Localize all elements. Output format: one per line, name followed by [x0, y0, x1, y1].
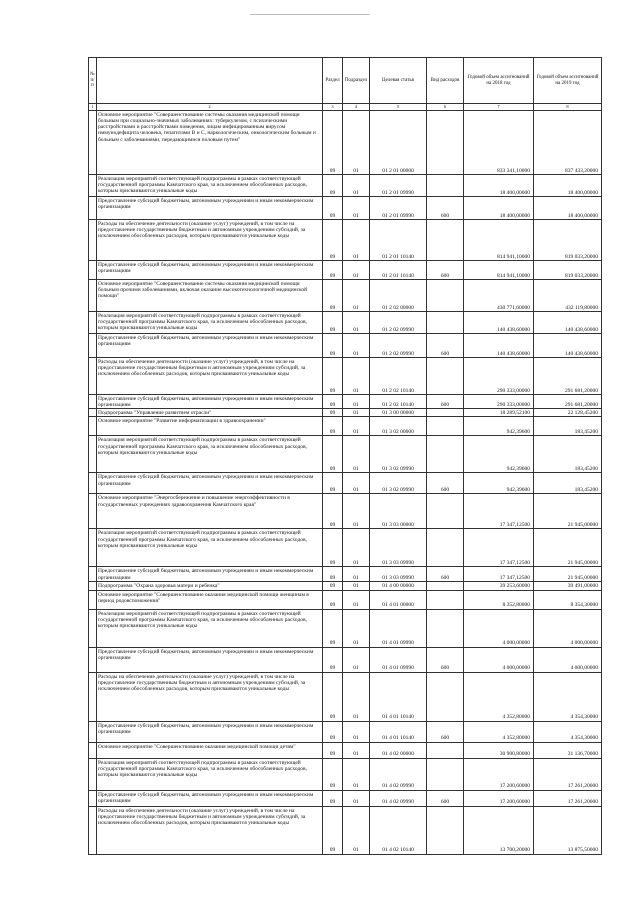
- row-name: Реализация мероприятий соответствующей подпрограммы в рамках соответствующей государственной программы Камчатского края, за исключением обособленных расходов, которым присваиваются уникальные коды: [97, 609, 323, 647]
- row-name: Реализация мероприятий соответствующей подпрограммы в рамках соответствующей государственной программы Камчатского края, за исключением обособленных расходов, которым присваиваются уникальные коды: [97, 529, 323, 567]
- row-sum-2018: 942,39600: [464, 417, 534, 436]
- row-name: Основное мероприятие "Энергосбережение и повышение энергоэффективности в государственных учреждениях здравоохранения Камчатского края": [97, 494, 323, 529]
- row-sum-2019: 140 438,60000: [534, 334, 602, 358]
- row-razdel: 09: [323, 672, 343, 721]
- row-num: [89, 582, 97, 590]
- row-sum-2019: 819 033,20000: [534, 261, 602, 280]
- row-podrazdel: 01: [343, 647, 370, 672]
- table-row: [89, 672, 602, 721]
- row-razdel: 09: [323, 175, 343, 197]
- row-csr: 01 3 02 00000: [370, 417, 427, 436]
- row-sum-2018: 140 438,60000: [464, 334, 534, 358]
- row-vr: [427, 806, 464, 854]
- row-podrazdel: 01: [343, 197, 370, 220]
- row-csr: 01 3 03 09990: [370, 529, 427, 567]
- row-razdel: 09: [323, 494, 343, 529]
- row-num: [89, 758, 97, 790]
- row-sum-2019: 17 261,20000: [534, 758, 602, 790]
- row-sum-2019: 18 400,00000: [534, 175, 602, 197]
- row-sum-2018: 18 400,00000: [464, 175, 534, 197]
- row-num: [89, 111, 97, 175]
- table-header-row: [89, 58, 602, 104]
- row-vr: [427, 111, 464, 175]
- row-num: [89, 395, 97, 409]
- row-num: [89, 494, 97, 529]
- row-csr: 01 3 02 09990: [370, 473, 427, 494]
- row-sum-2018: 8 352,80000: [464, 590, 534, 609]
- row-sum-2019: 21 945,00000: [534, 494, 602, 529]
- row-podrazdel: 01: [343, 175, 370, 197]
- row-sum-2018: 290 333,00000: [464, 358, 534, 395]
- table-row: [89, 280, 602, 312]
- row-podrazdel: 01: [343, 261, 370, 280]
- row-name: Предоставление субсидий бюджетным, автономным учреждениям и иным некоммерческим организациям: [97, 395, 323, 409]
- row-podrazdel: 01: [343, 358, 370, 395]
- row-csr: 01 2 01 09990: [370, 175, 427, 197]
- row-vr: [427, 358, 464, 395]
- table-row: [89, 261, 602, 280]
- row-podrazdel: 01: [343, 672, 370, 721]
- row-name: Расходы на обеспечение деятельности (оказание услуг) учреждений, в том числе на предоставление государственным бюджетным и автономным учреждениям субсидий, за исключением обособленных расходов, которым присваиваются уникальные коды: [97, 672, 323, 721]
- row-sum-2019: 4 000,00000: [534, 647, 602, 672]
- table-row: [89, 609, 602, 647]
- header-name: [97, 58, 323, 104]
- row-podrazdel: 01: [343, 529, 370, 567]
- header-razdel: Раздел: [323, 58, 343, 104]
- row-vr: [427, 494, 464, 529]
- row-podrazdel: 01: [343, 742, 370, 758]
- row-sum-2019: 291 681,20000: [534, 358, 602, 395]
- row-vr: [427, 742, 464, 758]
- column-number: 8: [534, 104, 602, 111]
- row-name: Предоставление субсидий бюджетным, автономным учреждениям и иным некоммерческим организациям: [97, 261, 323, 280]
- row-podrazdel: 01: [343, 494, 370, 529]
- column-number-row: [89, 104, 602, 111]
- row-csr: 01 3 03 00000: [370, 494, 427, 529]
- row-podrazdel: 01: [343, 395, 370, 409]
- row-num: [89, 590, 97, 609]
- row-sum-2018: 942,39600: [464, 436, 534, 473]
- row-vr: [427, 280, 464, 312]
- row-num: [89, 409, 97, 417]
- row-name: Расходы на обеспечение деятельности (оказание услуг) учреждений, в том числе на предоставление государственным бюджетным и автономным учреждениям субсидий, за исключением обособленных расходов, которым присваиваются уникальные коды: [97, 358, 323, 395]
- table-row: [89, 647, 602, 672]
- row-sum-2018: 17 200,60000: [464, 758, 534, 790]
- row-sum-2019: 183,45200: [534, 436, 602, 473]
- row-podrazdel: 01: [343, 590, 370, 609]
- row-vr: [427, 436, 464, 473]
- row-num: [89, 436, 97, 473]
- row-vr: [427, 529, 464, 567]
- row-sum-2019: 22 128,45200: [534, 409, 602, 417]
- row-podrazdel: 01: [343, 758, 370, 790]
- row-razdel: 09: [323, 582, 343, 590]
- row-vr: 600: [427, 721, 464, 742]
- column-number: 5: [370, 104, 427, 111]
- row-razdel: 09: [323, 409, 343, 417]
- row-num: [89, 280, 97, 312]
- row-name: Предоставление субсидий бюджетным, автономным учреждениям и иным некоммерческим организациям: [97, 647, 323, 672]
- row-sum-2018: 30 900,80000: [464, 742, 534, 758]
- row-csr: 01 2 01 00000: [370, 111, 427, 175]
- row-razdel: 09: [323, 473, 343, 494]
- row-razdel: 09: [323, 197, 343, 220]
- row-num: [89, 312, 97, 334]
- table-row: [89, 494, 602, 529]
- row-name: Основное мероприятие "Развитие информатизации в здравоохранении": [97, 417, 323, 436]
- row-csr: 01 2 02 00000: [370, 280, 427, 312]
- row-razdel: 09: [323, 609, 343, 647]
- row-razdel: 09: [323, 790, 343, 806]
- row-podrazdel: 01: [343, 220, 370, 261]
- row-name: Реализация мероприятий соответствующей подпрограммы в рамках соответствующей государственной программы Камчатского края, за исключением обособленных расходов, которым присваиваются уникальные коды: [97, 175, 323, 197]
- row-podrazdel: 01: [343, 806, 370, 854]
- row-sum-2019: 17 261,20000: [534, 790, 602, 806]
- row-sum-2018: 18 400,00000: [464, 197, 534, 220]
- row-sum-2019: 837 433,20000: [534, 111, 602, 175]
- row-vr: 600: [427, 197, 464, 220]
- header-sum-2019: Годовой объем ассигнований на 2019 год: [534, 58, 602, 104]
- row-razdel: 09: [323, 358, 343, 395]
- row-csr: 01 3 02 09990: [370, 436, 427, 473]
- row-sum-2019: 18 400,00000: [534, 197, 602, 220]
- row-razdel: 09: [323, 721, 343, 742]
- column-number: 4: [343, 104, 370, 111]
- table-row: [89, 334, 602, 358]
- row-num: [89, 261, 97, 280]
- row-sum-2018: 4 352,80000: [464, 672, 534, 721]
- row-razdel: 09: [323, 567, 343, 582]
- row-sum-2019: 31 136,70000: [534, 742, 602, 758]
- row-podrazdel: 01: [343, 473, 370, 494]
- row-sum-2019: 183,45200: [534, 473, 602, 494]
- row-num: [89, 806, 97, 854]
- table-row: [89, 806, 602, 854]
- row-csr: 01 2 01 09990: [370, 197, 427, 220]
- row-vr: [427, 758, 464, 790]
- row-sum-2018: 17 200,60000: [464, 790, 534, 806]
- row-csr: 01 4 02 09990: [370, 790, 427, 806]
- table-row: [89, 436, 602, 473]
- row-sum-2019: 21 945,00000: [534, 567, 602, 582]
- row-csr: 01 4 00 00000: [370, 582, 427, 590]
- row-name: Основное мероприятие "Совершенствование системы оказания медицинской помощи больным прочими заболеваниями, включая оказание высокотехнологичной медицинской помощи": [97, 280, 323, 312]
- row-csr: 01 2 02 09990: [370, 312, 427, 334]
- row-num: [89, 358, 97, 395]
- row-sum-2018: 39 253,60000: [464, 582, 534, 590]
- row-num: [89, 567, 97, 582]
- row-sum-2019: 183,45200: [534, 417, 602, 436]
- table-row: [89, 590, 602, 609]
- row-podrazdel: 01: [343, 312, 370, 334]
- row-name: Основное мероприятие "Совершенствование оказания медицинской помощи женщинам в период родовспоможения": [97, 590, 323, 609]
- row-vr: 600: [427, 261, 464, 280]
- row-razdel: 09: [323, 436, 343, 473]
- row-podrazdel: 01: [343, 111, 370, 175]
- row-num: [89, 529, 97, 567]
- row-vr: [427, 175, 464, 197]
- row-vr: 600: [427, 473, 464, 494]
- row-sum-2018: 17 347,12500: [464, 567, 534, 582]
- row-sum-2018: 4 000,00000: [464, 647, 534, 672]
- row-vr: [427, 609, 464, 647]
- row-name: Реализация мероприятий соответствующей подпрограммы в рамках соответствующей государственной программы Камчатского края, за исключением обособленных расходов, которым присваиваются уникальные коды: [97, 758, 323, 790]
- row-sum-2018: 4 000,00000: [464, 609, 534, 647]
- row-sum-2019: 21 945,00000: [534, 529, 602, 567]
- row-podrazdel: 01: [343, 567, 370, 582]
- row-sum-2018: 833 341,10000: [464, 111, 534, 175]
- row-sum-2019: 4 354,30000: [534, 672, 602, 721]
- row-csr: 01 4 01 00000: [370, 590, 427, 609]
- table-row: [89, 473, 602, 494]
- row-vr: 600: [427, 567, 464, 582]
- row-sum-2018: 18 289,52100: [464, 409, 534, 417]
- row-podrazdel: 01: [343, 721, 370, 742]
- row-name: Расходы на обеспечение деятельности (оказание услуг) учреждений, в том числе на предоставление государственным бюджетным и автономным учреждениям субсидий, за исключением обособленных расходов, которым присваиваются уникальные коды: [97, 220, 323, 261]
- row-razdel: 09: [323, 742, 343, 758]
- row-sum-2019: 432 119,80000: [534, 280, 602, 312]
- row-csr: 01 4 02 09990: [370, 758, 427, 790]
- table-row: [89, 358, 602, 395]
- row-name: Предоставление субсидий бюджетным, автономным учреждениям и иным некоммерческим организациям: [97, 334, 323, 358]
- row-num: [89, 790, 97, 806]
- row-name: Расходы на обеспечение деятельности (оказание услуг) учреждений, в том числе на предоставление государственным бюджетным и автономным учреждениям субсидий, за исключением обособленных расходов, которым присваиваются уникальные коды: [97, 806, 323, 854]
- row-podrazdel: 01: [343, 409, 370, 417]
- row-vr: [427, 409, 464, 417]
- row-razdel: 09: [323, 220, 343, 261]
- row-razdel: 09: [323, 334, 343, 358]
- row-name: Подпрограмма "Охрана здоровья матери и ребенка": [97, 582, 323, 590]
- row-csr: 01 2 01 10140: [370, 261, 427, 280]
- table-row: [89, 111, 602, 175]
- budget-table: [88, 57, 602, 855]
- table-row: [89, 197, 602, 220]
- column-number: 3: [323, 104, 343, 111]
- table-row: [89, 721, 602, 742]
- row-num: [89, 220, 97, 261]
- row-csr: 01 2 02 10140: [370, 395, 427, 409]
- row-sum-2019: 39 491,00000: [534, 582, 602, 590]
- row-vr: [427, 312, 464, 334]
- row-sum-2019: 8 354,30000: [534, 590, 602, 609]
- row-vr: 600: [427, 395, 464, 409]
- row-vr: [427, 672, 464, 721]
- row-num: [89, 647, 97, 672]
- row-vr: [427, 220, 464, 261]
- table-row: [89, 175, 602, 197]
- table-row: [89, 567, 602, 582]
- row-podrazdel: 01: [343, 280, 370, 312]
- row-csr: 01 4 01 09990: [370, 609, 427, 647]
- table-row: [89, 790, 602, 806]
- row-podrazdel: 01: [343, 436, 370, 473]
- row-name: Основное мероприятие "Совершенствование системы оказания медицинской помощи больным при социально-значимых заболеваниях: туберкулезом, с психическими расстройствами и расстройствами поведения, лицам инфицированным вирусом иммунодефицита человека, гепатитами В и С, наркологическим, онкологическим больным и больным с заболеваниями, передающимися половым путем": [97, 111, 323, 175]
- row-num: [89, 742, 97, 758]
- row-sum-2019: 291 681,20000: [534, 395, 602, 409]
- column-number: 1: [89, 104, 97, 111]
- row-sum-2018: 13 700,20000: [464, 806, 534, 854]
- row-razdel: 09: [323, 261, 343, 280]
- row-sum-2018: 4 352,80000: [464, 721, 534, 742]
- row-vr: [427, 417, 464, 436]
- row-name: Реализация мероприятий соответствующей подпрограммы в рамках соответствующей государственной программы Камчатского края, за исключением обособленных расходов, которым присваиваются уникальные коды: [97, 312, 323, 334]
- row-name: Основное мероприятие "Совершенствование оказания медицинской помощи детям": [97, 742, 323, 758]
- row-sum-2018: 430 771,60000: [464, 280, 534, 312]
- header-csr: Целевая статья: [370, 58, 427, 104]
- row-csr: 01 4 01 10140: [370, 721, 427, 742]
- row-razdel: 09: [323, 312, 343, 334]
- row-razdel: 09: [323, 647, 343, 672]
- row-sum-2018: 814 941,10000: [464, 261, 534, 280]
- row-num: [89, 175, 97, 197]
- header-num: № п/п: [89, 58, 97, 104]
- row-name: Предоставление субсидий бюджетным, автономным учреждениям и иным некоммерческим организациям: [97, 721, 323, 742]
- row-csr: 01 2 01 10140: [370, 220, 427, 261]
- row-vr: [427, 590, 464, 609]
- table-row: [89, 417, 602, 436]
- row-podrazdel: 01: [343, 790, 370, 806]
- header-vr: Вид расходов: [427, 58, 464, 104]
- row-sum-2019: 140 438,60000: [534, 312, 602, 334]
- row-sum-2018: 814 941,10000: [464, 220, 534, 261]
- row-name: Предоставление субсидий бюджетным, автономным учреждениям и иным некоммерческим организациям: [97, 790, 323, 806]
- row-csr: 01 2 02 09990: [370, 334, 427, 358]
- row-razdel: 09: [323, 417, 343, 436]
- top-scan-mark: [250, 14, 370, 15]
- row-vr: 600: [427, 647, 464, 672]
- row-csr: 01 4 02 00000: [370, 742, 427, 758]
- row-sum-2019: 4 000,00000: [534, 609, 602, 647]
- row-razdel: 09: [323, 758, 343, 790]
- row-num: [89, 672, 97, 721]
- row-razdel: 09: [323, 806, 343, 854]
- row-sum-2019: 13 875,50000: [534, 806, 602, 854]
- row-vr: 600: [427, 790, 464, 806]
- row-csr: 01 4 02 10140: [370, 806, 427, 854]
- row-sum-2018: 942,39600: [464, 473, 534, 494]
- row-name: Подпрограмма "Управление развитием отрасли": [97, 409, 323, 417]
- row-name: Предоставление субсидий бюджетным, автономным учреждениям и иным некоммерческим организациям: [97, 197, 323, 220]
- row-num: [89, 473, 97, 494]
- row-csr: 01 3 00 00000: [370, 409, 427, 417]
- header-sum-2018: Годовой объем ассигнований на 2018 год: [464, 58, 534, 104]
- header-podrazdel: Подраздел: [343, 58, 370, 104]
- row-sum-2018: 290 333,00000: [464, 395, 534, 409]
- table-row: [89, 582, 602, 590]
- row-sum-2018: 140 438,60000: [464, 312, 534, 334]
- row-name: Предоставление субсидий бюджетным, автономным учреждениям и иным некоммерческим организациям: [97, 567, 323, 582]
- row-podrazdel: 01: [343, 417, 370, 436]
- table-row: [89, 312, 602, 334]
- row-num: [89, 721, 97, 742]
- column-number: 2: [97, 104, 323, 111]
- table-row: [89, 395, 602, 409]
- row-vr: [427, 582, 464, 590]
- table-row: [89, 742, 602, 758]
- column-number: 7: [464, 104, 534, 111]
- row-podrazdel: 01: [343, 334, 370, 358]
- table-row: [89, 220, 602, 261]
- row-razdel: 09: [323, 590, 343, 609]
- row-razdel: 09: [323, 111, 343, 175]
- row-num: [89, 197, 97, 220]
- row-razdel: 09: [323, 395, 343, 409]
- row-sum-2019: 819 033,20000: [534, 220, 602, 261]
- row-csr: 01 3 03 09990: [370, 567, 427, 582]
- row-csr: 01 2 02 10140: [370, 358, 427, 395]
- table-body: [89, 58, 602, 855]
- row-sum-2018: 17 347,12500: [464, 529, 534, 567]
- row-vr: 600: [427, 334, 464, 358]
- row-name: Предоставление субсидий бюджетным, автономным учреждениям и иным некоммерческим организациям: [97, 473, 323, 494]
- row-podrazdel: 01: [343, 609, 370, 647]
- row-razdel: 09: [323, 280, 343, 312]
- row-razdel: 09: [323, 529, 343, 567]
- table-row: [89, 409, 602, 417]
- row-sum-2018: 17 347,12500: [464, 494, 534, 529]
- row-csr: 01 4 01 09990: [370, 647, 427, 672]
- column-number: 6: [427, 104, 464, 111]
- row-num: [89, 609, 97, 647]
- table-row: [89, 529, 602, 567]
- row-sum-2019: 4 354,30000: [534, 721, 602, 742]
- row-podrazdel: 01: [343, 582, 370, 590]
- table-row: [89, 758, 602, 790]
- row-num: [89, 417, 97, 436]
- row-num: [89, 334, 97, 358]
- row-name: Реализация мероприятий соответствующей подпрограммы в рамках соответствующей государственной программы Камчатского края, за исключением обособленных расходов, которым присваиваются уникальные коды: [97, 436, 323, 473]
- row-csr: 01 4 01 10140: [370, 672, 427, 721]
